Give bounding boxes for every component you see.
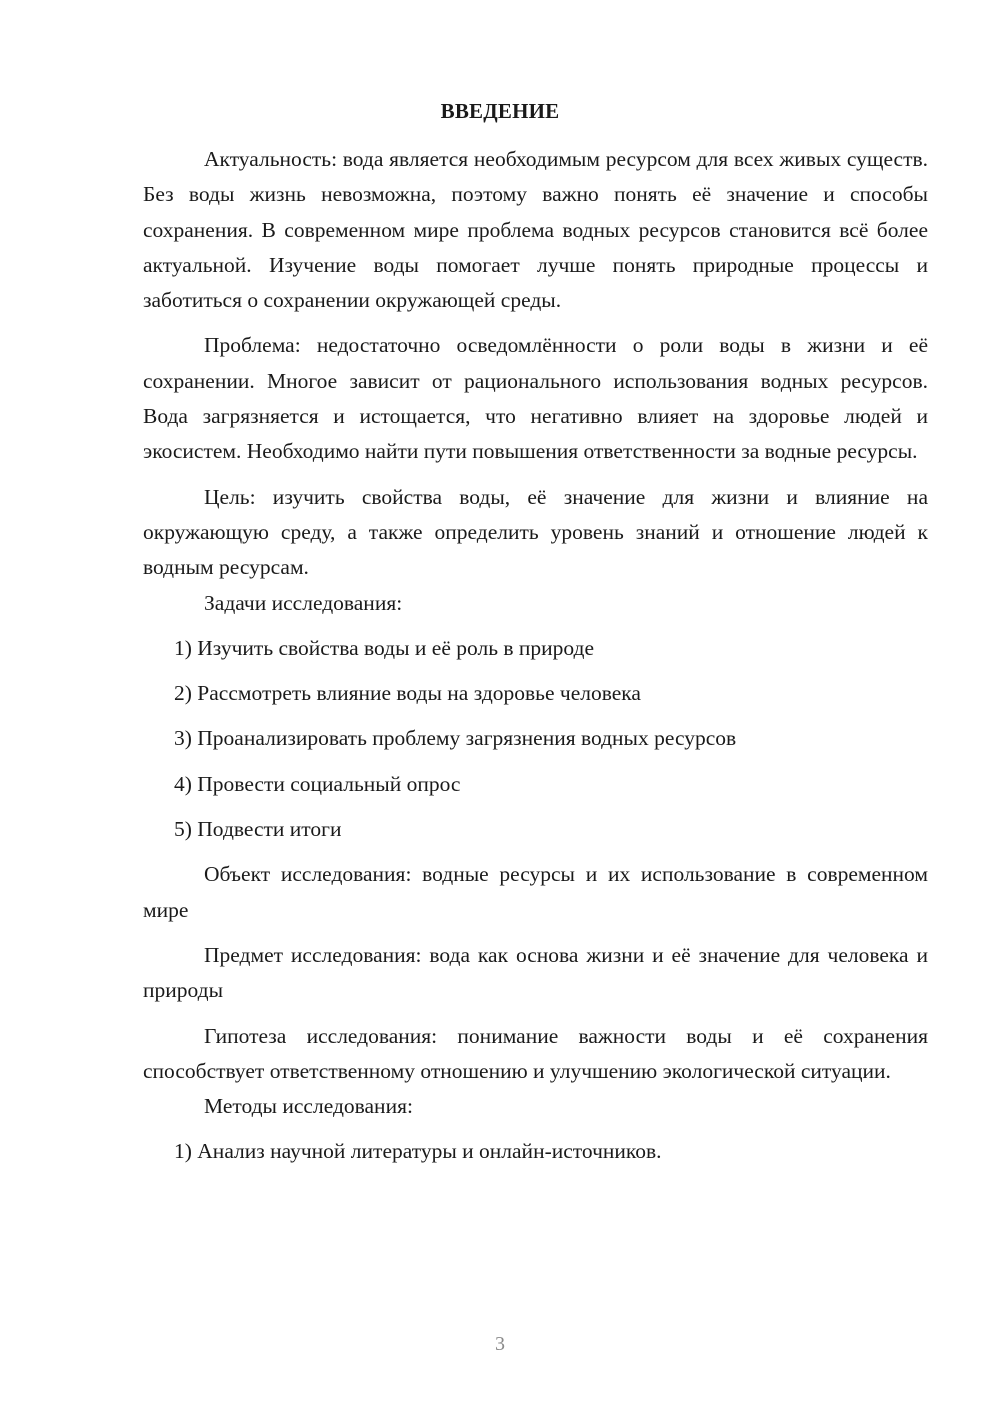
task-item-1: 1) Изучить свойства воды и её роль в природе xyxy=(174,635,595,660)
page-number: 3 xyxy=(495,1333,505,1355)
page-title: ВВЕДЕНИЕ xyxy=(440,99,560,123)
paragraph-goal: Цель: изучить свойства воды, её значение для жизни и влияние на окружающую среду, а также определить уровень знаний и отношение людей к водным ресурсам. xyxy=(143,484,928,580)
tasks-heading: Задачи исследования: xyxy=(204,590,403,615)
task-item-4: 4) Провести социальный опрос xyxy=(174,771,461,796)
methods-heading: Методы исследования: xyxy=(204,1094,413,1119)
task-item-5: 5) Подвести итоги xyxy=(174,817,342,842)
paragraph-relevance: Актуальность: вода является необходимым ресурсом для всех живых существ. Без воды жизнь невозможна, поэтому важно понять её значение и способы сохранения. В современном мире проблема водных ресурсов становится всё более актуальной. Изучение воды помогает лучше понять природные процессы и заботиться о сохранении окружающей среды. xyxy=(143,147,928,313)
paragraph-hypothesis: Гипотеза исследования: понимание важности воды и её сохранения способствует ответственному отношению и улучшению экологической ситуации. xyxy=(143,1023,928,1083)
task-item-2: 2) Рассмотреть влияние воды на здоровье человека xyxy=(174,681,641,706)
method-item-1: 1) Анализ научной литературы и онлайн-источников. xyxy=(174,1139,662,1164)
paragraph-problem: Проблема: недостаточно осведомлённости о роли воды в жизни и её сохранении. Многое зависит от рационального использования водных ресурсов. Вода загрязняется и истощается, что негативно влияет на здоровье людей и экосистем. Необходимо найти пути повышения ответственности за водные ресурсы. xyxy=(143,333,928,464)
paragraph-subject: Предмет исследования: вода как основа жизни и её значение для человека и природы xyxy=(143,942,928,1003)
document-body xyxy=(143,142,928,1170)
paragraph-object: Объект исследования: водные ресурсы и их использование в современном мире xyxy=(143,862,928,922)
task-item-3: 3) Проанализировать проблему загрязнения водных ресурсов xyxy=(174,726,737,751)
